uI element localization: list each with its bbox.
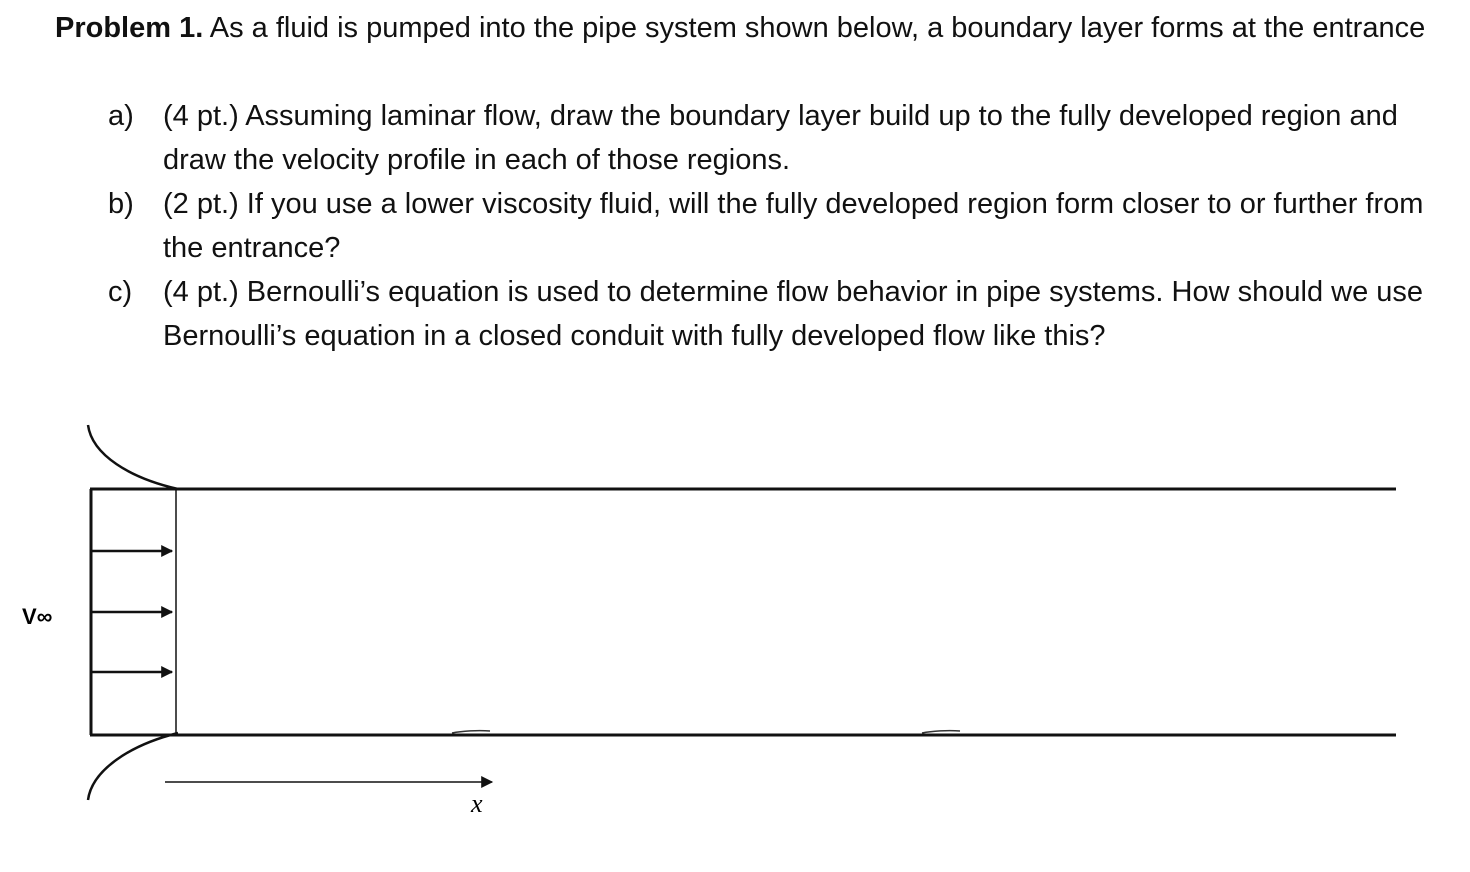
part-c-text: (4 pt.) Bernoulli’s equation is used to determine flow behavior in pipe systems. How should we use Bernoulli’s equation in a closed conduit with fully developed flow like this? [163, 276, 1424, 352]
entrance-curve-top [88, 425, 178, 489]
entrance-curve-bottom [88, 733, 178, 800]
part-b-label: b) [108, 188, 134, 220]
pipe-flow-diagram [0, 400, 1470, 872]
problem-heading: Problem 1. [55, 12, 204, 44]
freestream-velocity-label: V∞ [22, 604, 53, 629]
part-a-label: a) [108, 100, 134, 132]
part-b-text: (2 pt.) If you use a lower viscosity fluid, will the fully developed region form closer to or further from the entrance? [163, 188, 1424, 264]
part-a [108, 94, 1458, 182]
part-c [108, 270, 1458, 358]
part-b [108, 182, 1458, 270]
problem-intro: As a fluid is pumped into the pipe system shown below, a boundary layer forms at the entrance [209, 12, 1426, 44]
problem-statement [55, 6, 1455, 50]
problem-parts-list [108, 94, 1458, 358]
part-a-text: (4 pt.) Assuming laminar flow, draw the boundary layer build up to the fully developed region and draw the velocity profile in each of those regions. [163, 100, 1398, 176]
part-c-label: c) [108, 276, 133, 308]
x-axis-label: x [471, 789, 483, 818]
wall-mark-1 [452, 731, 490, 733]
wall-mark-2 [922, 731, 960, 733]
